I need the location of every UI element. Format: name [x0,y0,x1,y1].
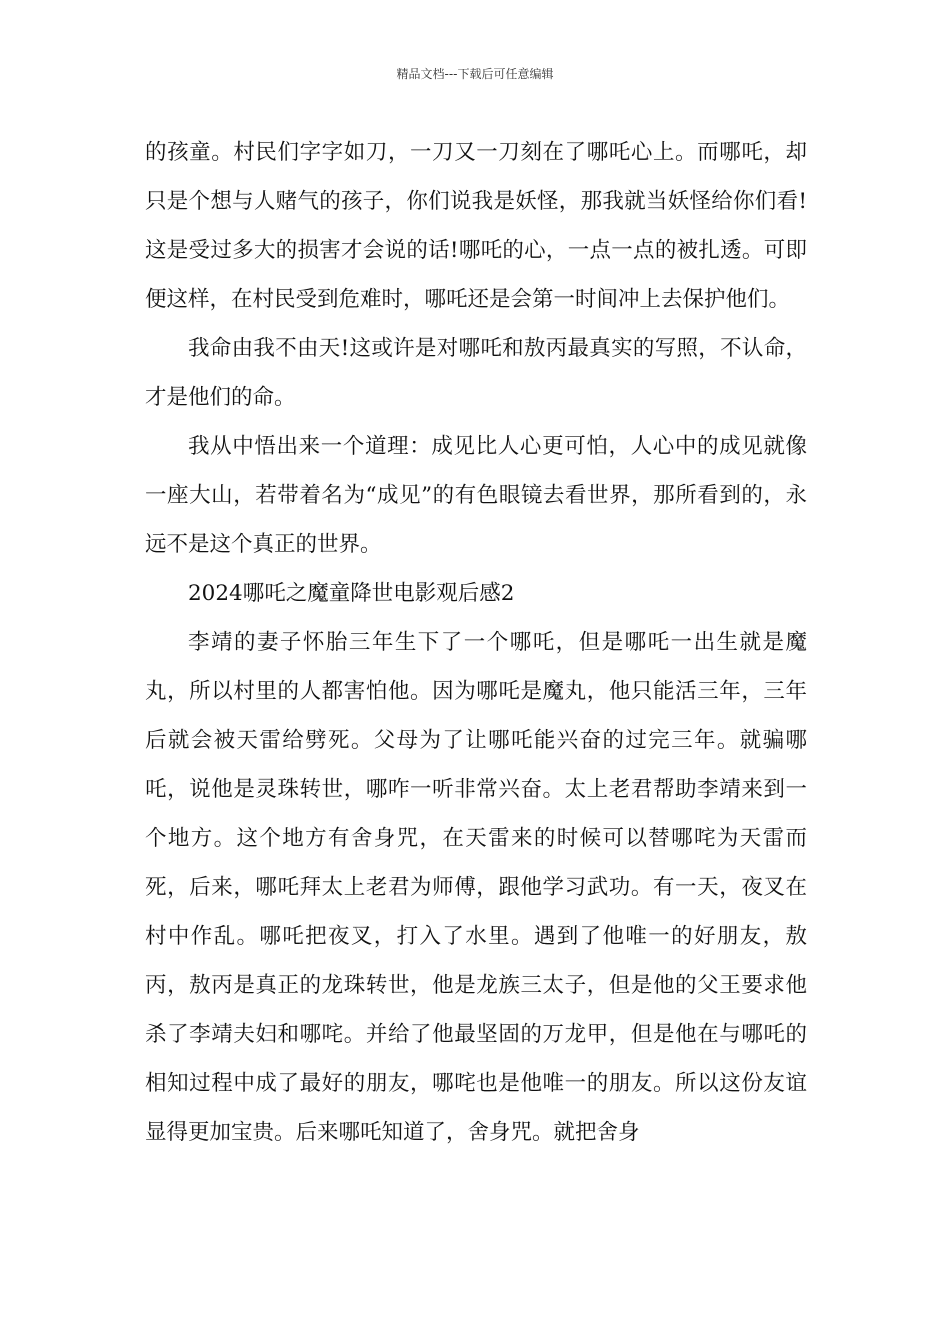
document-body [145,128,807,1157]
paragraph-3: 我从中悟出来一个道理：成见比人心更可怕，人心中的成见就像一座大山，若带着名为“成见”的有色眼镜去看世界，那所看到的，永远不是这个真正的世界。 [145,434,807,557]
paragraph-2: 我命由我不由天!这或许是对哪吒和敖丙最真实的写照，不认命，才是他们的命。 [145,336,807,410]
section-heading: 2024哪吒之魔童降世电影观后感2 [188,581,515,606]
paragraph-4: 李靖的妻子怀胎三年生下了一个哪吒，但是哪吒一出生就是魔丸，所以村里的人都害怕他。因为哪吒是魔丸，他只能活三年，三年后就会被天雷给劈死。父母为了让哪吒能兴奋的过完三年。就骗哪吒，说他是灵珠转世，哪咋一听非常兴奋。太上老君帮助李靖来到一个地方。这个地方有舍身咒，在天雷来的时候可以替哪咤为天雷而死，后来，哪吒拜太上老君为师傅，跟他学习武功。有一天，夜叉在村中作乱。哪吒把夜叉，打入了水里。遇到了他唯一的好朋友，敖丙，敖丙是真正的龙珠转世，他是龙族三太子，但是他的父王要求他杀了李靖夫妇和哪咤。并给了他最坚固的万龙甲，但是他在与哪吒的相知过程中成了最好的朋友，哪咤也是他唯一的朋友。所以这份友谊显得更加宝贵。后来哪吒知道了，舍身咒。就把舍身 [145,630,807,1145]
paragraph-1: 的孩童。村民们字字如刀，一刀又一刀刻在了哪吒心上。而哪吒，却只是个想与人赌气的孩子，你们说我是妖怪，那我就当妖怪给你们看!这是受过多大的损害才会说的话!哪吒的心，一点一点的被扎透。可即便这样，在村民受到危难时，哪吒还是会第一时间冲上去保护他们。 [145,140,807,312]
page-header: 精品文档---下载后可任意编辑 [396,67,554,81]
